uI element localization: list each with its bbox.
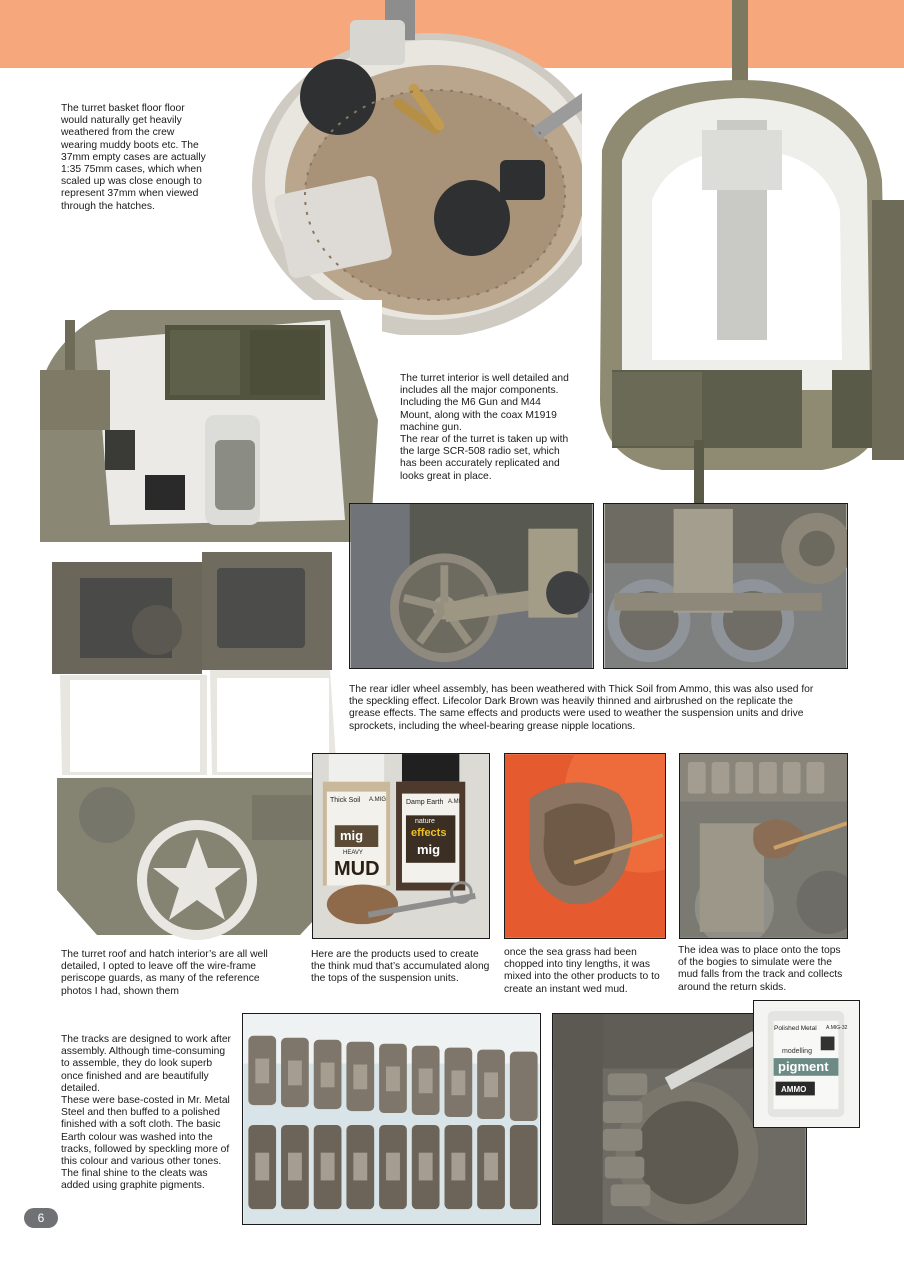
label-polished-metal-code: A.MIG-32	[826, 1025, 848, 1031]
photo-pigment-jar-inset	[753, 1000, 860, 1128]
photo-turret-roof-hatch	[52, 550, 342, 940]
caption-sea-grass: once the sea grass had been chopped into tiny lengths, it was mixed into the other products to to create an instant wed mud.	[504, 947, 660, 995]
label-nature: nature	[415, 818, 435, 825]
label-modelling: modelling	[782, 1048, 812, 1055]
label-thick-soil-code: A.MIG	[369, 797, 387, 803]
label-damp-earth: Damp Earth	[406, 799, 444, 806]
label-heavy: HEAVY	[343, 850, 363, 856]
label-damp-earth-code: A.MI	[448, 799, 461, 805]
photo-turret-interior-right	[582, 0, 904, 505]
photo-turret-basket-floor	[225, 0, 610, 335]
caption-products: Here are the products used to create the think mud that’s accumulated along the tops of the suspension units.	[311, 949, 490, 985]
photo-products	[312, 753, 490, 939]
caption-basket-floor: The turret basket floor floor would naturally get heavily weathered from the crew wearing muddy boots etc. The 37mm empty cases are actually 1:35 75mm cases, which when scaled up was close enough to represent 37mm when viewed through the hatches.	[61, 103, 206, 212]
label-brand-mig-1: mig	[340, 828, 364, 843]
photo-rear-idler-wheel	[349, 503, 594, 669]
photo-turret-interior-left	[40, 300, 382, 542]
page-number: 6	[24, 1208, 58, 1228]
caption-rear-idler: The rear idler wheel assembly, has been weathered with Thick Soil from Ammo, this was also used for the speckling effect. Lifecolor Dark Brown was heavily thinned and airbrushed on the replicate the grease effects. The same effects and products were used to weather the suspension units and drive sprockets, including the wheel-bearing grease nipple locations.	[349, 684, 814, 732]
caption-turret-interior: The turret interior is well detailed and includes all the major components. Including the M6 Gun and M44 Mount, along with the coax M1919 machine gun. The rear of the turret is taken up with the large SCR-508 radio set, which has been accurately replicated and looks great in place.	[400, 373, 569, 482]
photo-sea-grass	[504, 753, 666, 939]
label-ammo: AMMO	[781, 1085, 807, 1094]
label-mud: MUD	[334, 858, 380, 880]
caption-bogies: The idea was to place onto the tops of the bogies to simulate were the mud falls from the track and collects around the return skids.	[678, 945, 843, 993]
label-effects: effects	[411, 827, 447, 839]
label-brand-mig-2: mig	[417, 842, 441, 857]
label-pigment: pigment	[778, 1059, 829, 1074]
caption-turret-roof: The turret roof and hatch interior’s are all well detailed, I opted to leave off the wire-frame periscope guards, as many of the reference photos I had, shown them	[61, 949, 268, 997]
photo-tracks	[242, 1013, 541, 1225]
photo-mud-on-bogies	[679, 753, 848, 939]
caption-tracks: The tracks are designed to work after assembly. Although time-consuming to assemble, they do look superb once finished and are beautifully detailed. These were base-costed in Mr. Metal Steel and then buffed to a polished finished with a soft cloth. The basic Earth colour was washed into the tracks, followed by speckling more of this colour and various other tones. The final shine to the cleats was added using graphite pigments.	[61, 1034, 231, 1192]
label-polished-metal: Polished Metal	[774, 1025, 817, 1032]
photo-suspension-bogie	[603, 503, 848, 669]
label-thick-soil: Thick Soil	[330, 797, 361, 804]
